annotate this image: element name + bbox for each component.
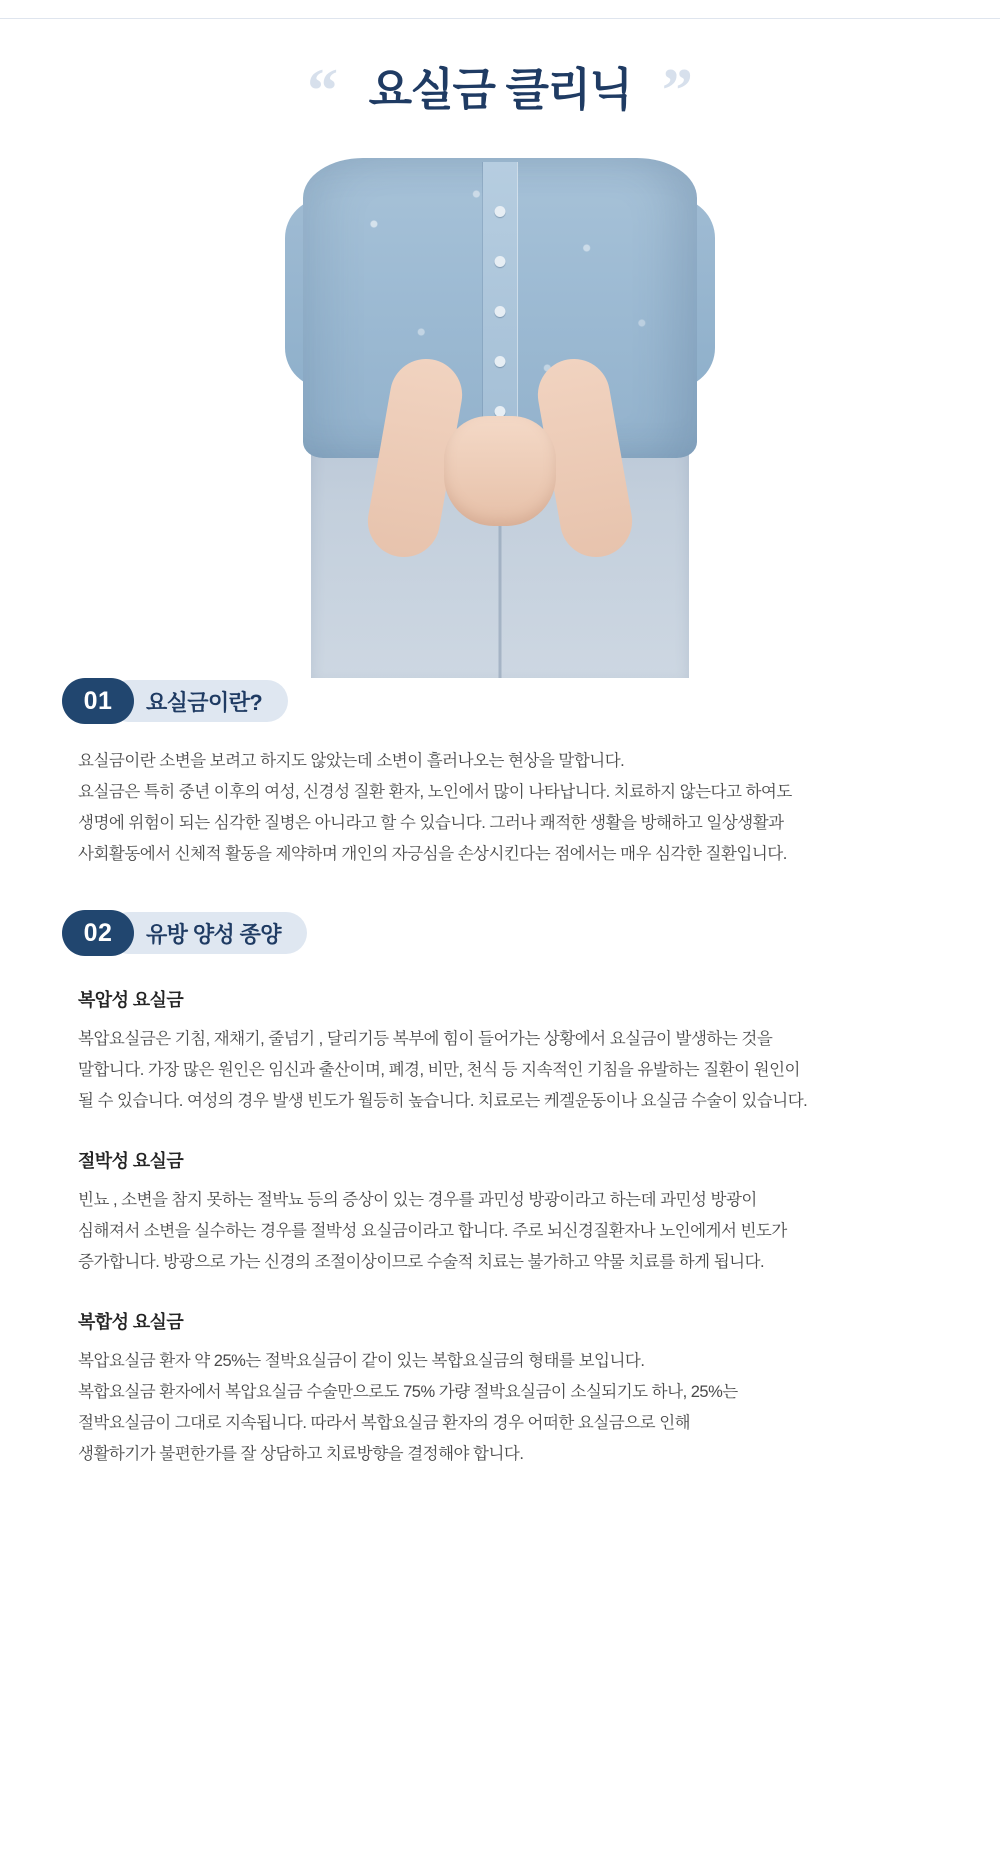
page-title-text: 요실금 클리닉	[368, 63, 632, 115]
paragraph-line: 증가합니다. 방광으로 가는 신경의 조절이상이므로 수술적 치료는 불가하고 약물 치료를 하게 됩니다.	[78, 1253, 765, 1271]
paragraph-line: 생명에 위험이 되는 심각한 질병은 아니라고 할 수 있습니다. 그러나 쾌적한 생활을 방해하고 일상생활과	[78, 814, 784, 832]
paragraph-line: 복압요실금 환자 약 25%는 절박요실금이 같이 있는 복합요실금의 형태를 보입니다.	[78, 1352, 645, 1370]
paragraph-line: 생활하기가 불편한가를 잘 상담하고 치료방향을 결정해야 합니다.	[78, 1445, 524, 1463]
section-heading-02	[62, 910, 1000, 956]
hands-shape	[444, 416, 556, 526]
section-title: 요실금이란?	[108, 680, 288, 722]
paragraph-line: 사회활동에서 신체적 활동을 제약하며 개인의 자긍심을 손상시킨다는 점에서는 매우 심각한 질환입니다.	[78, 845, 787, 863]
section-number-badge: 02	[62, 910, 134, 956]
hero-image	[0, 158, 1000, 678]
hero-fade-left	[0, 158, 70, 678]
paragraph-line: 복합요실금 환자에서 복압요실금 수술만으로도 75% 가량 절박요실금이 소실되기도 하나, 25%는	[78, 1383, 738, 1401]
paragraph-line: 요실금은 특히 중년 이후의 여성, 신경성 질환 환자, 노인에서 많이 나타납니다. 치료하지 않는다고 하여도	[78, 783, 792, 801]
paragraph-line: 될 수 있습니다. 여성의 경우 발생 빈도가 월등히 높습니다. 치료로는 케겔운동이나 요실금 수술이 있습니다.	[78, 1092, 808, 1110]
paragraph-line: 절박요실금이 그대로 지속됩니다. 따라서 복합요실금 환자의 경우 어떠한 요실금으로 인해	[78, 1414, 691, 1432]
quote-close-icon: ”	[661, 57, 693, 125]
section-heading-01	[62, 678, 1000, 724]
hero-fade-right	[930, 158, 1000, 678]
hero-illustration	[285, 158, 715, 678]
shirt-button-icon	[495, 206, 506, 217]
shirt-button-icon	[495, 356, 506, 367]
paragraph-line: 빈뇨 , 소변을 참지 못하는 절박뇨 등의 증상이 있는 경우를 과민성 방광이라고 하는데 과민성 방광이	[78, 1191, 757, 1209]
shirt-button-icon	[495, 256, 506, 267]
spacer	[0, 870, 1000, 910]
paragraph-line: 요실금이란 소변을 보려고 하지도 않았는데 소변이 흘러나오는 현상을 말합니다.	[78, 752, 625, 770]
subsection-body-mixed-incontinence	[78, 1346, 922, 1470]
subsection-title-urge-incontinence: 절박성 요실금	[78, 1151, 184, 1171]
section-01-body	[78, 746, 922, 870]
shirt-button-icon	[495, 306, 506, 317]
paragraph-line: 심해져서 소변을 실수하는 경우를 절박성 요실금이라고 합니다. 주로 뇌신경질환자나 노인에게서 빈도가	[78, 1222, 787, 1240]
paragraph-line: 말합니다. 가장 많은 원인은 임신과 출산이며, 폐경, 비만, 천식 등 지속적인 기침을 유발하는 질환이 원인이	[78, 1061, 800, 1079]
subsection-title-stress-incontinence: 복압성 요실금	[78, 990, 184, 1010]
top-divider	[0, 18, 1000, 19]
section-number-badge: 01	[62, 678, 134, 724]
spacer	[0, 1470, 1000, 1540]
page-title	[0, 58, 1000, 148]
subsection-body-urge-incontinence	[78, 1185, 922, 1278]
shirt-shape	[303, 158, 697, 458]
section-title: 유방 양성 종양	[108, 912, 307, 954]
paragraph-line: 복압요실금은 기침, 재채기, 줄넘기 , 달리기등 복부에 힘이 들어가는 상황에서 요실금이 발생하는 것을	[78, 1030, 773, 1048]
subsection-body-stress-incontinence	[78, 1024, 922, 1117]
subsection-title-mixed-incontinence: 복합성 요실금	[78, 1312, 184, 1332]
quote-open-icon: “	[307, 57, 339, 125]
